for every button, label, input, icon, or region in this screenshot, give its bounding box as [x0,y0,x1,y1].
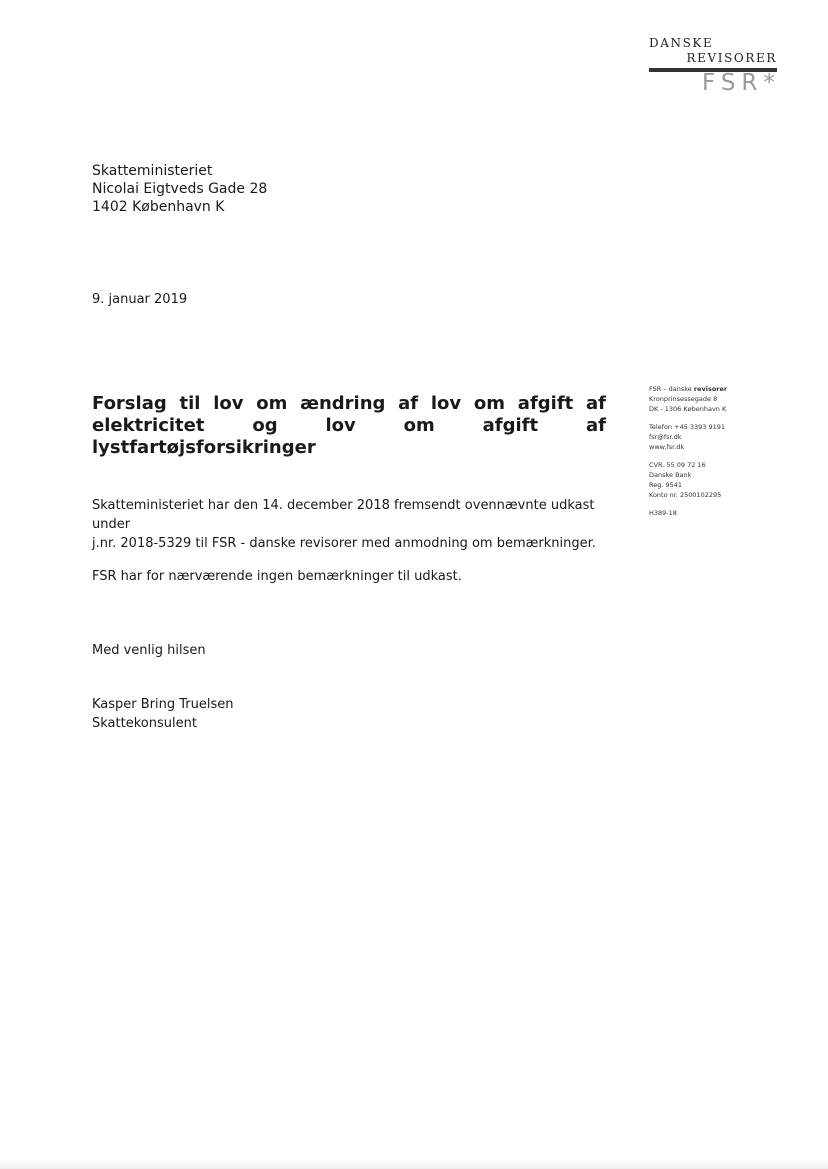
title-word: om [473,393,506,414]
title-word: lov [430,393,462,414]
title-line-1 [92,393,606,415]
signer-name: Kasper Bring Truelsen [92,697,234,712]
body-paragraph-1 [92,496,612,553]
sidebar-reg: Reg. 9541 [649,481,683,489]
fsr-logo [640,34,780,100]
logo-text-danske: DANSKE [649,36,714,50]
sidebar-account: Konto nr. 2500102295 [649,491,722,499]
sidebar-cvr: CVR. 55 09 72 16 [649,461,706,469]
sender-sidebar [649,384,727,526]
sidebar-email: fsr@fsr.dk [649,433,682,441]
title-line-2 [92,415,606,437]
sidebar-address [649,384,727,414]
title-word: lov [325,415,356,436]
sidebar-org-prefix: FSR – danske [649,385,692,393]
sidebar-bank-name: Danske Bank [649,471,692,479]
title-word: om [256,393,288,414]
sidebar-ref: H389-18 [649,509,677,517]
sidebar-org [649,384,727,394]
title-word: Forslag [92,393,167,414]
closing-greeting: Med venlig hilsen [92,643,206,658]
signature-block [92,695,612,733]
sidebar-web: www.fsr.dk [649,443,685,451]
sidebar-org-bold: revisorer [693,385,728,393]
title-word: til [179,393,201,414]
title-word: og [252,415,278,436]
page-bottom-edge [0,1160,828,1169]
signer-title: Skattekonsulent [92,716,197,731]
sidebar-bank [649,460,727,500]
letter-title [92,393,606,459]
sidebar-phone: Telefon +45 3393 9191 [649,423,726,431]
title-word: afgift [482,415,539,436]
sidebar-reference [649,508,727,518]
body-line: Skatteministeriet har den 14. december 2018 fremsendt ovennævnte udkast under [92,498,595,532]
logo-mark-fsr: FSR* [702,70,781,96]
body-line: j.nr. 2018-5329 til FSR - danske revisorer med anmodning om bemærkninger. [92,536,596,551]
sidebar-contact [649,422,727,452]
recipient-name: Skatteministeriet [92,163,213,179]
letter-date: 9. januar 2019 [92,292,188,307]
sidebar-street: Kronprinsessegade 8 [649,395,718,403]
body-paragraph-2: FSR har for nærværende ingen bemærkninger til udkast. [92,569,462,584]
title-word: af [398,393,419,414]
recipient-address [92,162,267,216]
title-word: ændring [300,393,386,414]
title-word: af [585,415,606,436]
title-word: lov [213,393,244,414]
recipient-city: 1402 København K [92,199,225,215]
logo-text-revisorer: REVISORER [686,51,777,65]
title-word: af [586,393,606,414]
sidebar-city: DK - 1306 København K [649,405,727,413]
title-word: afgift [517,393,574,414]
title-word: om [403,415,435,436]
title-word: elektricitet [92,415,205,436]
recipient-street: Nicolai Eigtveds Gade 28 [92,181,268,197]
title-line-3: lystfartøjsforsikringer [92,437,316,458]
